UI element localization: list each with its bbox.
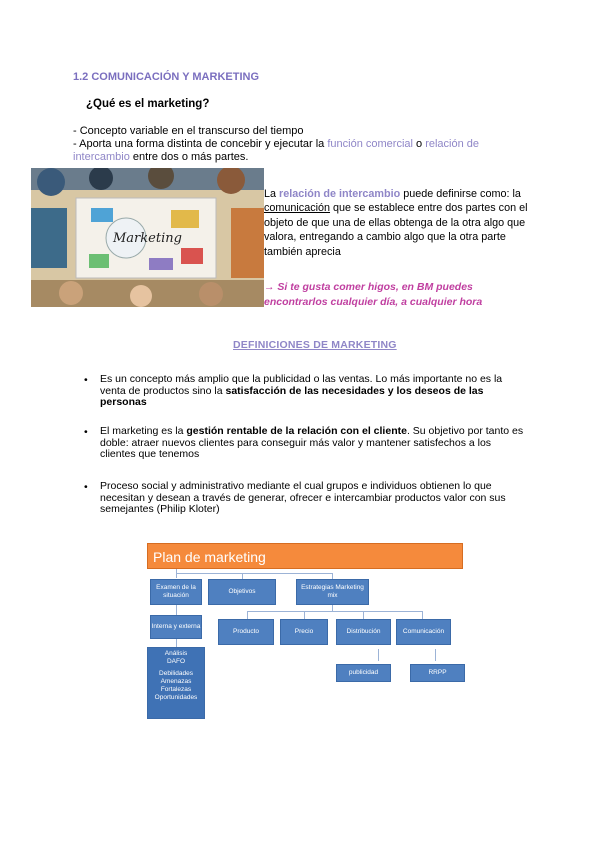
connector bbox=[422, 611, 423, 619]
link-relacion-intercambio: relación de intercambio bbox=[73, 138, 480, 163]
definitions-title: DEFINICIONES DE MARKETING bbox=[233, 339, 397, 351]
quote-text: → Si te gusta comer higos, en BM puedes encontrarlos cualquier día, a cualquier hora bbox=[264, 281, 483, 308]
bullet-2-symbol: • bbox=[84, 426, 88, 438]
photo-caption: Marketing bbox=[113, 231, 182, 246]
side-text-c: que se establece entre dos partes con el objeto de que una de ellas obtenga de la otra algo que valora, entregando a cambio algo que la otra parte también aprecia bbox=[264, 202, 528, 258]
connector bbox=[176, 639, 177, 647]
box-rrpp: RRPP bbox=[410, 664, 465, 682]
section-question: ¿Qué es el marketing? bbox=[86, 98, 210, 110]
definition-item-1 bbox=[100, 374, 524, 409]
definition-2-bold: gestión rentable de la relación con el cliente bbox=[186, 425, 407, 437]
intro-text-b: o bbox=[412, 138, 426, 150]
side-paragraph bbox=[264, 187, 532, 259]
intro-paragraph bbox=[73, 125, 513, 164]
box-distribucion: Distribución bbox=[336, 619, 391, 645]
connector bbox=[304, 611, 305, 619]
intro-text-c: entre dos o más partes. bbox=[129, 151, 249, 163]
definition-item-3 bbox=[100, 481, 524, 516]
analisis-label: Análisis bbox=[164, 650, 188, 657]
diagram-title: Plan de marketing bbox=[147, 543, 463, 569]
box-publicidad: publicidad bbox=[336, 664, 391, 682]
box-precio: Precio bbox=[280, 619, 328, 645]
connector bbox=[435, 649, 436, 661]
box-estrategias: Estrategias Marketing mix bbox=[296, 579, 369, 605]
connector bbox=[363, 611, 364, 619]
connector bbox=[247, 611, 248, 619]
definition-1-bold: satisfacción de las necesidades y los deseos de las personas bbox=[100, 384, 484, 408]
box-objetivos: Objetivos bbox=[208, 579, 276, 605]
connector bbox=[247, 611, 422, 612]
box-analisis-dafo bbox=[147, 647, 205, 719]
side-text-b: puede definirse como: la bbox=[400, 188, 521, 200]
bullet-1-symbol: • bbox=[84, 374, 88, 386]
bullet-3-symbol: • bbox=[84, 481, 88, 493]
definition-item-2 bbox=[100, 426, 524, 461]
dafo-label: DAFO bbox=[166, 658, 186, 665]
connector bbox=[176, 573, 333, 574]
section-heading: 1.2 COMUNICACIÓN Y MARKETING bbox=[73, 71, 260, 83]
side-highlight: relación de intercambio bbox=[279, 188, 401, 200]
box-comunicacion: Comunicación bbox=[396, 619, 451, 645]
intro-line-1: - Concepto variable en el transcurso del tiempo bbox=[73, 125, 304, 137]
connector bbox=[176, 605, 177, 615]
definition-3-text: Proceso social y administrativo mediante el cual grupos e individuos obtienen lo que necesitan y desean a través de generar, ofrecer e intercambiar productos valor con sus semejantes (Philip Kloter) bbox=[100, 480, 506, 515]
box-examen-situacion: Examen de la situación bbox=[150, 579, 202, 605]
definition-2-text-a: El marketing es la bbox=[100, 425, 187, 437]
marketing-illustration bbox=[31, 168, 264, 307]
side-text-a: La bbox=[264, 188, 280, 200]
box-interna-externa: Interna y externa bbox=[150, 615, 202, 639]
side-underlined: comunicación bbox=[264, 202, 331, 215]
marketing-plan-diagram bbox=[147, 543, 465, 719]
definition-1-text: Es un concepto más amplio que la publicidad o las ventas. Lo más importante no es la venta de productos sino la bbox=[100, 373, 503, 397]
intro-line-2 bbox=[73, 138, 513, 164]
link-funcion-comercial: función comercial bbox=[327, 138, 413, 150]
dafo-detail: Debilidades Amenazas Fortalezas Oportunidades bbox=[154, 670, 198, 701]
box-producto: Producto bbox=[218, 619, 274, 645]
connector bbox=[378, 649, 379, 661]
marketing-photo bbox=[31, 168, 264, 307]
intro-text-a: - Aporta una forma distinta de concebir y ejecutar la bbox=[73, 138, 328, 150]
definition-2-text-c: . Su objetivo por tanto es doble: atraer nuevos clientes para conseguir más valor y mantener satisfechos a los clientes que tenemos bbox=[100, 425, 524, 460]
